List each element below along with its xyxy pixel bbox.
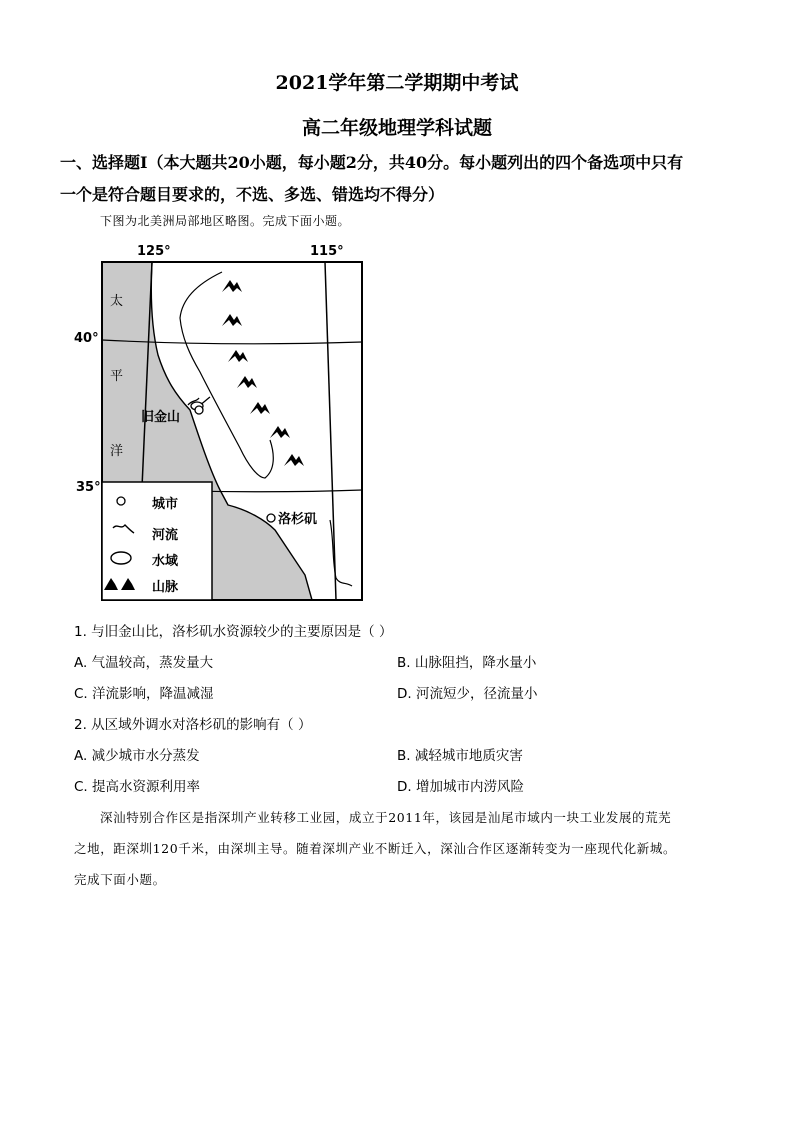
question-1-option-b: B. 山脉阻挡，降水量小: [397, 655, 537, 671]
legend-water-label: 水域: [152, 554, 179, 569]
section-heading-line2: 一个是符合题目要求的，不选、多选、错选均不得分）: [60, 185, 445, 204]
question-2-option-b: B. 减轻城市地质灾害: [397, 748, 523, 764]
question-2-stem: 2. 从区域外调水对洛杉矶的影响有（ ）: [74, 717, 312, 733]
question-2-option-a: A. 减少城市水分蒸发: [74, 748, 200, 764]
passage-line-2: 之地，距深圳120千米，由深圳主导。随着深圳产业不断迁入，深汕合作区逐渐转变为一座现代化新城。: [74, 841, 677, 856]
la-city-marker: [267, 514, 275, 522]
ocean-label-char1: 太: [110, 294, 124, 309]
longitude-115-label: 115°: [310, 244, 344, 259]
ocean-label-char2: 平: [110, 369, 124, 384]
la-city-label: 洛杉矶: [278, 512, 318, 527]
longitude-115: [325, 262, 336, 600]
latitude-35-label: 35°: [76, 480, 101, 495]
passage-line-1: 深汕特别合作区是指深圳产业转移工业园，成立于2011年，该园是汕尾市域内一块工业发展的荒芜: [100, 810, 672, 825]
sf-city-label: 旧金山: [141, 410, 181, 425]
longitude-125-label: 125°: [137, 244, 171, 259]
question-1-option-c: C. 洋流影响，降温减湿: [74, 686, 214, 702]
legend-mountain-label: 山脉: [152, 580, 179, 595]
sf-city-marker: [195, 406, 203, 414]
question-1-option-d: D. 河流短少，径流量小: [397, 686, 538, 702]
latitude-40-label: 40°: [74, 331, 99, 346]
exam-title: 2021学年第二学期期中考试: [275, 72, 519, 94]
question-2-option-c: C. 提高水资源利用率: [74, 779, 201, 795]
section-heading-line1: 一、选择题Ⅰ（本大题共20小题，每小题2分，共40分。每小题列出的四个备选项中只有: [60, 153, 684, 172]
question-1-option-a: A. 气温较高，蒸发量大: [74, 655, 214, 671]
legend-river-label: 河流: [152, 528, 179, 543]
passage-line-3: 完成下面小题。: [74, 872, 166, 887]
exam-subtitle: 高二年级地理学科试题: [301, 117, 492, 139]
legend-city-label: 城市: [152, 497, 179, 512]
ocean-label-char3: 洋: [110, 444, 124, 459]
question-1-stem: 1. 与旧金山比，洛杉矶水资源较少的主要原因是（ ）: [74, 624, 393, 640]
question-2-option-d: D. 增加城市内涝风险: [397, 779, 524, 795]
map-intro-text: 下图为北美洲局部地区略图。完成下面小题。: [100, 214, 351, 228]
